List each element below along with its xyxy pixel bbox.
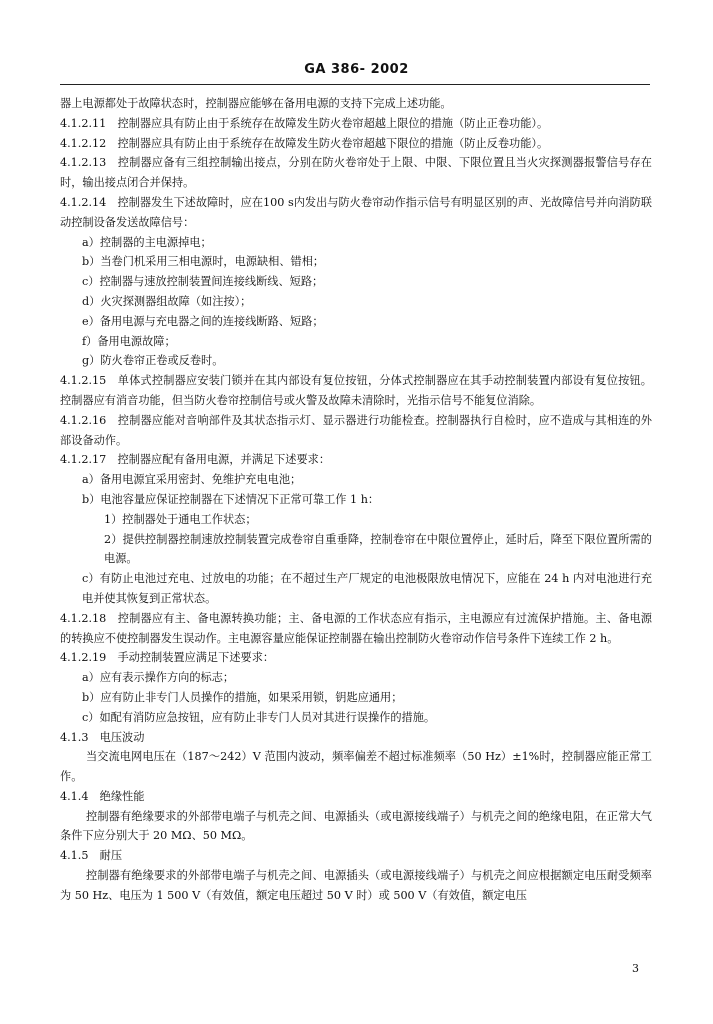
header-rule: [60, 84, 650, 85]
clause-paragraph: 4.1.3 电压波动: [60, 730, 145, 744]
list-item: b）当卷门机采用三相电源时，电源缺相、错相；: [82, 255, 325, 269]
clause-paragraph: 4.1.2.12 控制器应具有防止由于系统存在故障发生防火卷帘超越下限位的措施（防止反卷功能）。: [60, 136, 549, 150]
list-item: e）备用电源与充电器之间的连接线断路、短路；: [82, 314, 324, 328]
clause-paragraph: 4.1.2.11 控制器应具有防止由于系统存在故障发生防火卷帘超越上限位的措施（防止正卷功能）。: [60, 116, 549, 130]
list-item: c）如配有消防应急按钮，应有防止非专门人员对其进行误操作的措施。: [82, 710, 436, 724]
list-item: b）电池容量应保证控制器在下述情况下正常可靠工作 1 h：: [82, 492, 380, 506]
clause-paragraph: 4.1.2.14 控制器发生下述故障时，应在100 s内发出与防火卷帘动作指示信号有明显区别的声、光故障信号并向消防联动控制设备发送故障信号：: [60, 195, 652, 229]
clause-paragraph: 4.1.2.13 控制器应备有三组控制输出接点，分别在防火卷帘处于上限、中限、下限位置且当火灾探测器报警信号存在时，输出接点闭合并保持。: [60, 156, 652, 190]
body-paragraph: 控制器有绝缘要求的外部带电端子与机壳之间、电源插头（或电源接线端子）与机壳之间的绝缘电阻，在正常大气条件下应分别大于 20 MΩ、50 MΩ。: [60, 809, 652, 843]
list-item: a）控制器的主电源掉电；: [82, 235, 212, 249]
list-item: 1）控制器处于通电工作状态；: [104, 512, 257, 526]
clause-paragraph: 4.1.2.19 手动控制装置应满足下述要求：: [60, 651, 275, 665]
document-header: GA 386- 2002: [304, 62, 409, 77]
clause-paragraph: 器上电源都处于故障状态时，控制器应能够在备用电源的支持下完成上述功能。: [60, 97, 452, 110]
list-item: a）应有表示操作方向的标志；: [82, 671, 235, 685]
list-item: c）控制器与速放控制装置间连接线断线、短路；: [82, 275, 324, 289]
clause-paragraph: 4.1.2.17 控制器应配有备用电源，并满足下述要求：: [60, 453, 331, 467]
clause-paragraph: 4.1.5 耐压: [60, 849, 123, 863]
clause-paragraph: 4.1.2.16 控制器应能对音响部件及其状态指示灯、显示器进行功能检查。控制器执行自检时，应不造成与其相连的外部设备动作。: [60, 413, 652, 447]
list-item: a）备用电源宜采用密封、免维护充电电池；: [82, 473, 302, 487]
list-item: f）备用电源故障；: [82, 334, 176, 348]
clause-paragraph: 4.1.2.18 控制器应有主、备电源转换功能；主、备电源的工作状态应有指示，主电源应有过流保护措施。主、备电源的转换应不使控制器发生误动作。主电源容量应能保证控制器在输出控制防火卷帘动作信号条件下连续工作 2 h。: [60, 611, 652, 645]
list-item: b）应有防止非专门人员操作的措施，如果采用锁，钥匙应通用；: [82, 690, 403, 704]
list-item: d）火灾探测器组故障（如注按）；: [82, 294, 252, 308]
page-number: 3: [632, 962, 639, 975]
list-item: c）有防止电池过充电、过放电的功能；在不超过生产厂规定的电池极限放电情况下，应能在 24 h 内对电池进行充电并使其恢复到正常状态。: [82, 572, 652, 605]
list-item: 2）提供控制器控制速放控制装置完成卷帘自重垂降，控制卷帘在中限位置停止，延时后，降至下限位置所需的电源。: [104, 532, 652, 566]
list-item: g）防火卷帘正卷或反卷时。: [82, 354, 224, 368]
document-body: [60, 94, 652, 906]
body-paragraph: 控制器有绝缘要求的外部带电端子与机壳之间、电源插头（或电源接线端子）与机壳之间应根据额定电压耐受频率为 50 Hz、电压为 1 500 V（有效值，额定电压超过 50 V 时）或 500 V（有效值，额定电压: [60, 869, 652, 902]
clause-paragraph: 4.1.2.15 单体式控制器应安装门锁并在其内部设有复位按钮，分体式控制器应在其手动控制装置内部设有复位按钮。控制器应有消音功能，但当防火卷帘控制信号或火警及故障未清除时，光指示信号不能复位消除。: [60, 374, 652, 407]
clause-paragraph: 4.1.4 绝缘性能: [60, 789, 145, 803]
body-paragraph: 当交流电网电压在（187～242）V 范围内波动，频率偏差不超过标准频率（50 Hz）±1%时，控制器应能正常工作。: [60, 750, 652, 784]
